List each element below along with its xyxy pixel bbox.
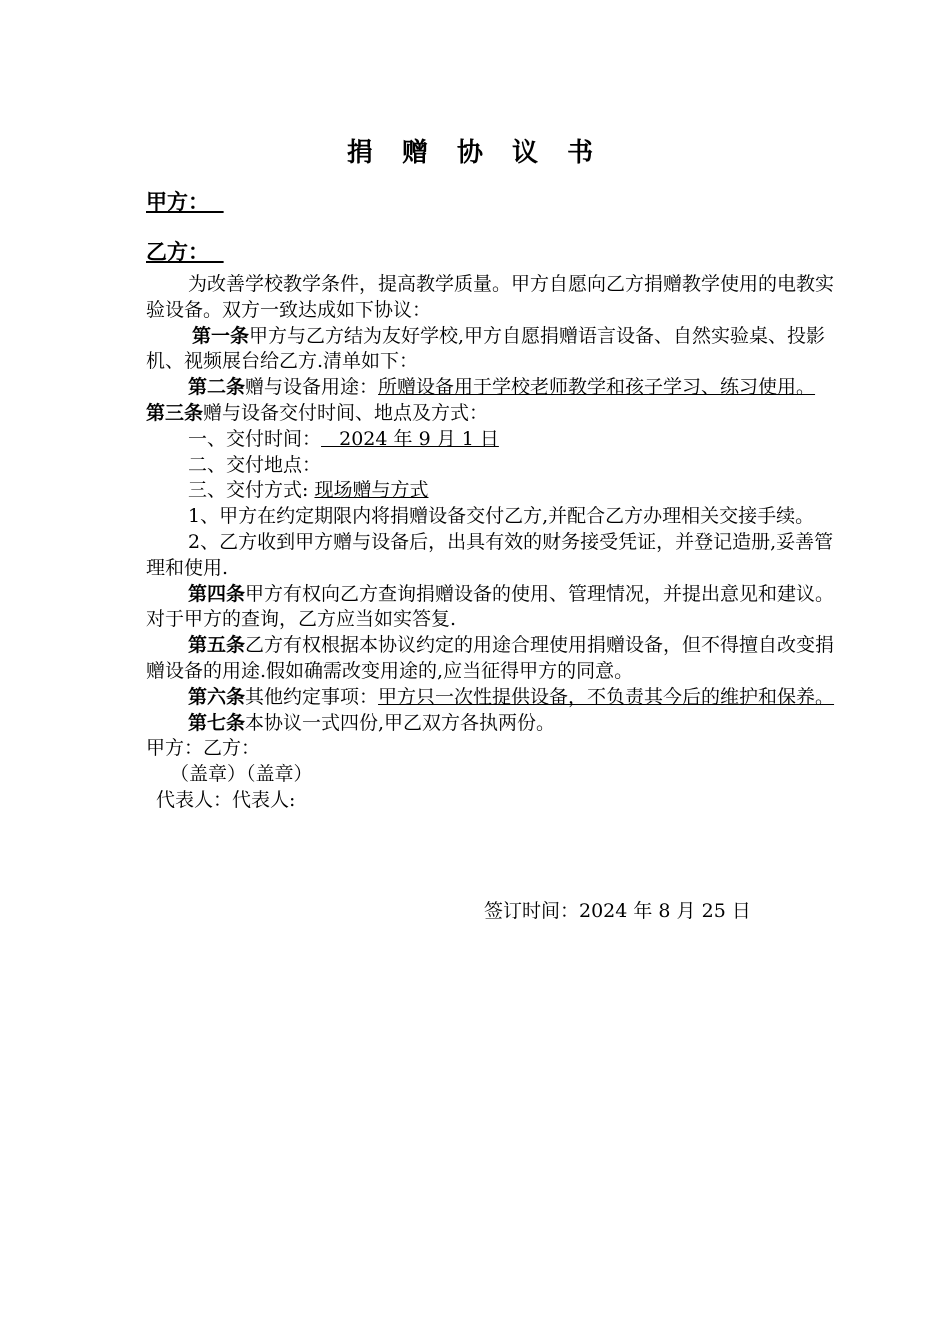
signature-representatives: 代表人：代表人: [156,788,296,811]
party-b-label: 乙方： [146,240,209,264]
article-2-purpose: 所赠设备用于学校老师教学和孩子学习、练习使用。 [378,376,816,399]
delivery-method [146,478,836,504]
article-3-label: 第三条 [146,401,204,424]
delivery-time-label: 一、交付时间： [188,427,322,450]
article-7-label: 第七条 [188,711,246,734]
article-1 [146,324,836,376]
delivery-place [146,453,836,479]
signing-date: 签订时间：2024 年 8 月 25 日 [484,900,751,922]
delivery-time [146,427,836,453]
article-4-text: 甲方有权向乙方查询捐赠设备的使用、管理情况，并提出意见和建议。对于甲方的查询，乙方应当如实答复. [146,582,835,631]
article-7-text: 本协议一式四份,甲乙双方各执两份。 [245,711,556,734]
clause-1: 1、甲方在约定期限内将捐赠设备交付乙方,并配合乙方办理相关交接手续。 [188,505,815,528]
article-2 [146,375,836,401]
article-4 [146,582,836,634]
signature-parties: 甲方：乙方： [146,737,261,760]
article-1-text: 甲方与乙方结为友好学校,甲方自愿捐赠语言设备、自然实验桌、投影机、视频展台给乙方.清单如下： [146,324,826,373]
article-2-text: 赠与设备用途： [245,376,379,399]
article-5-text: 乙方有权根据本协议约定的用途合理使用捐赠设备，但不得擅自改变捐赠设备的用途.假如确需改变用途的,应当征得甲方的同意。 [146,634,835,682]
delivery-place-label: 二、交付地点： [188,453,322,476]
article-6-terms: 甲方只一次性提供设备，不负责其今后的维护和保养。 [378,685,835,708]
clause-2: 2、乙方收到甲方赠与设备后，出具有效的财务接受凭证，并登记造册,妥善管理和使用. [146,530,834,579]
delivery-method-value: 现场赠与方式 [314,479,429,502]
article-3-text: 赠与设备交付时间、地点及方式： [203,401,489,424]
delivery-time-value: 2024 年 9 月 1 日 [321,427,499,450]
article-3 [146,401,836,427]
article-5 [146,633,836,685]
signature-seals: （盖章）（盖章） [170,763,313,786]
article-5-label: 第五条 [188,634,246,657]
agreement-body [146,272,836,814]
article-6-label: 第六条 [188,685,246,708]
document-title: 捐 赠 协 议 书 [346,138,604,168]
intro-paragraph: 为改善学校教学条件，提高教学质量。甲方自愿向乙方捐赠教学使用的电教实验设备。双方一致达成如下协议： [146,273,835,321]
article-6 [146,685,836,711]
article-1-label: 第一条 [192,324,250,347]
article-7 [146,711,836,737]
delivery-method-label: 三、交付方式: [188,479,309,502]
article-6-text: 其他约定事项： [245,685,379,708]
article-4-label: 第四条 [188,582,246,605]
article-2-label: 第二条 [188,376,246,399]
party-a-label: 甲方： [146,190,209,214]
